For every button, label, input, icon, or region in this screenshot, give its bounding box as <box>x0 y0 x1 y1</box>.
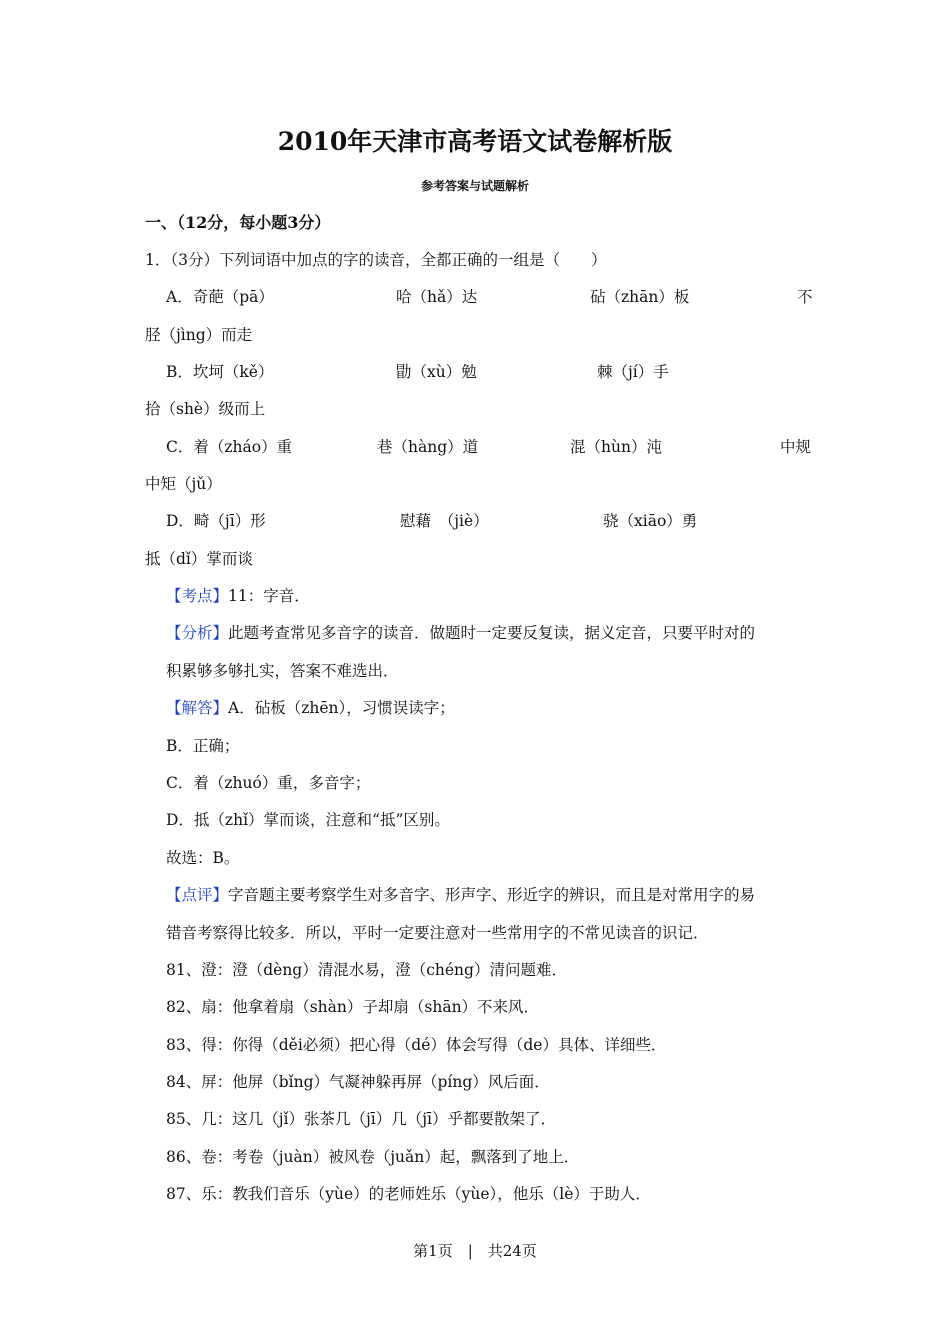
option-a-col4: 不 <box>797 288 813 306</box>
section-heading: 一、（12分，每小题3分） <box>145 213 331 232</box>
example-line: 84、屏：他屏（bǐng）气凝神躲再屏（píng）风后面． <box>166 1073 550 1091</box>
example-line: 83、得：你得（děi必须）把心得（dé）体会写得（de）具体、详细些． <box>166 1036 667 1054</box>
page-footer: 第1页 | 共24页 <box>413 1242 537 1260</box>
option-c-continuation: 中矩（jǔ） <box>145 475 222 493</box>
kaodian-text: 11：字音． <box>228 587 310 605</box>
jieda-tag: 【解答】 <box>166 699 229 717</box>
example-line: 82、扇：他拿着扇（shàn）子却扇（shān）不来风． <box>166 998 540 1016</box>
fenxi-line <box>166 621 755 643</box>
jieda-text: A．砧板（zhēn），习惯误读字； <box>228 699 455 717</box>
option-c-col1: C．着（zháo）重 <box>166 438 293 456</box>
dianping-text: 字音题主要考察学生对多音字、形声字、形近字的辨识，而且是对常用字的易 <box>228 886 756 904</box>
example-line: 86、卷：考卷（juàn）被风卷（juǎn）起，飘落到了地上． <box>166 1148 580 1166</box>
jieda-b: B．正确； <box>166 737 240 755</box>
kaodian-line <box>166 584 310 606</box>
option-d-continuation: 抵（dǐ）掌而谈 <box>145 550 253 568</box>
option-b-col1: B．坎坷（kě） <box>166 363 274 381</box>
option-b-continuation: 拾（shè）级而上 <box>145 400 266 418</box>
jieda-c: C．着（zhuó）重，多音字； <box>166 774 371 792</box>
option-a-col1: A．奇葩（pā） <box>166 288 274 306</box>
document-title: 2010年天津市高考语文试卷解析版 <box>277 127 673 156</box>
option-a-col3: 砧（zhān）板 <box>590 288 690 306</box>
jieda-line <box>166 696 455 718</box>
example-line: 85、几：这几（jǐ）张茶几（jī）几（jī）乎都要散架了． <box>166 1110 557 1128</box>
option-b-col3: 棘（jí）手 <box>597 363 669 381</box>
option-c-col2: 巷（hàng）道 <box>377 438 479 456</box>
answer-line: 故选：B。 <box>166 849 240 867</box>
example-line: 87、乐：教我们音乐（yùe）的老师姓乐（yùe），他乐（lè）于助人． <box>166 1185 651 1203</box>
option-c-col3: 混（hùn）沌 <box>570 438 662 456</box>
option-a-continuation: 胫（jìng）而走 <box>145 326 253 344</box>
fenxi-tag: 【分析】 <box>166 624 229 642</box>
dianping-text-cont: 错音考察得比较多．所以，平时一定要注意对一些常用字的不常见读音的识记． <box>166 924 709 942</box>
option-a-col2: 哈（hǎ）达 <box>396 288 478 306</box>
fenxi-text: 此题考查常见多音字的读音．做题时一定要反复读，据义定音，只要平时对的 <box>228 624 756 642</box>
example-line: 81、澄：澄（dèng）清混水易，澄（chéng）清问题难． <box>166 961 567 979</box>
kaodian-tag: 【考点】 <box>166 587 229 605</box>
dianping-tag: 【点评】 <box>166 886 229 904</box>
question-stem: 1．（3分）下列词语中加点的字的读音，全都正确的一组是（ ） <box>145 251 607 269</box>
option-d-col1: D．畸（jī）形 <box>166 512 266 530</box>
option-c-col4: 中规 <box>780 438 812 456</box>
option-d-col2: 慰藉 （jiè） <box>400 512 489 530</box>
option-d-col3: 骁（xiāo）勇 <box>603 512 698 530</box>
document-subtitle: 参考答案与试题解析 <box>420 179 529 193</box>
fenxi-text-cont: 积累够多够扎实，答案不难选出． <box>166 662 399 680</box>
dianping-line <box>166 883 755 905</box>
option-b-col2: 勖（xù）勉 <box>396 363 477 381</box>
jieda-d: D．抵（zhǐ）掌而谈，注意和“抵”区别。 <box>166 811 450 829</box>
